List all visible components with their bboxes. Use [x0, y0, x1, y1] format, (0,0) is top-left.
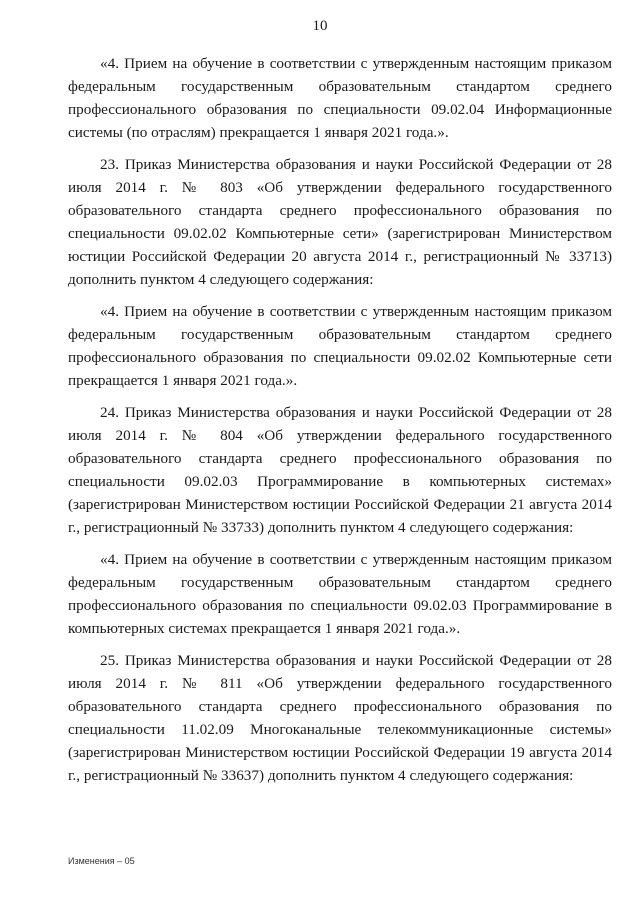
paragraph-item-23: 23. Приказ Министерства образования и науки Российской Федерации от 28 июля 2014 г. № 803 «Об утверждении федерального государственного образовательного стандарта среднего профессионального образования по специальности 09.02.02 Компьютерные сети» (зарегистрирован Министерством юстиции Российской Федерации 20 августа 2014 г., регистрационный № 33713) дополнить пунктом 4 следующего содержания:	[68, 156, 612, 288]
paragraph-item-24: 24. Приказ Министерства образования и науки Российской Федерации от 28 июля 2014 г. № 804 «Об утверждении федерального государственного образовательного стандарта среднего профессионального образования по специальности 09.02.03 Программирование в компьютерных системах» (зарегистрирован Министерством юстиции Российской Федерации 21 августа 2014 г., регистрационный № 33733) дополнить пунктом 4 следующего содержания:	[68, 404, 612, 536]
paragraph-item-25: 25. Приказ Министерства образования и науки Российской Федерации от 28 июля 2014 г. № 811 «Об утверждении федерального государственного образовательного стандарта среднего профессионального образования по специальности 11.02.09 Многоканальные телекоммуникационные системы» (зарегистрирован Министерством юстиции Российской Федерации 19 августа 2014 г., регистрационный № 33637) дополнить пунктом 4 следующего содержания:	[68, 652, 612, 784]
page-number: 10	[312, 18, 328, 34]
paragraph-quote-09-02-02: «4. Прием на обучение в соответствии с утвержденным настоящим приказом федеральным государственным образовательным стандартом среднего профессионального образования по специальности 09.02.02 Компьютерные сети прекращается 1 января 2021 года.».	[68, 303, 612, 389]
paragraph-quote-09-02-03: «4. Прием на обучение в соответствии с утвержденным настоящим приказом федеральным государственным образовательным стандартом среднего профессионального образования по специальности 09.02.03 Программирование в компьютерных системах прекращается 1 января 2021 года.».	[68, 551, 612, 637]
paragraph-quote-09-02-04: «4. Прием на обучение в соответствии с утвержденным настоящим приказом федеральным государственным образовательным стандартом среднего профессионального образования по специальности 09.02.04 Информационные системы (по отраслям) прекращается 1 января 2021 года.».	[68, 55, 612, 141]
page-footer: Изменения – 05	[68, 856, 135, 866]
document-body	[68, 52, 612, 796]
